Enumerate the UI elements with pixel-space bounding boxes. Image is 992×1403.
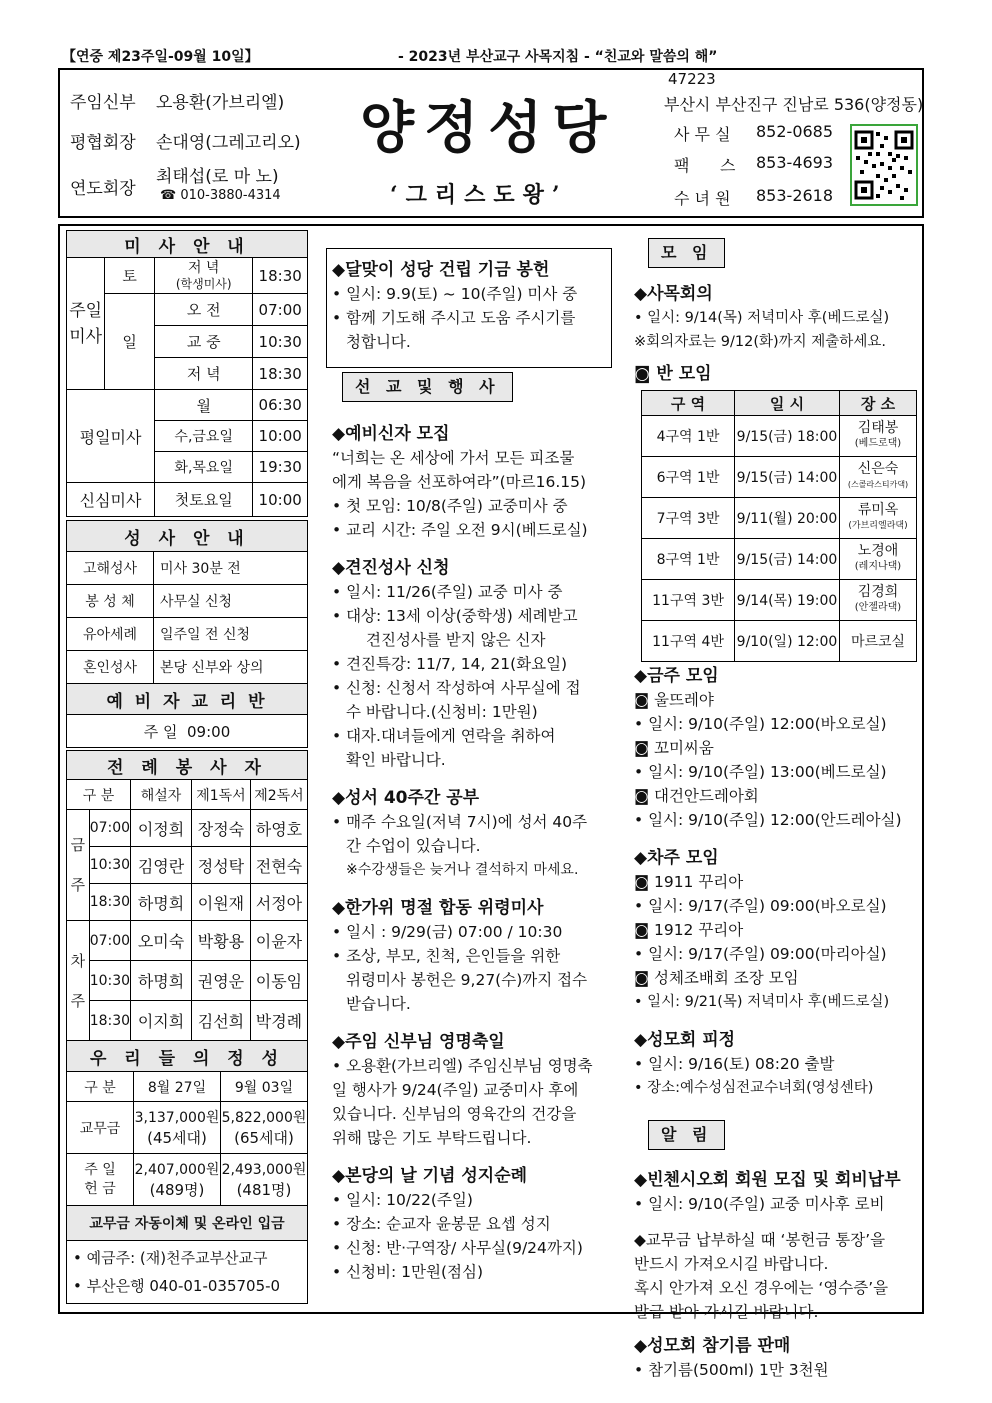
sun-eve: 저 녁 xyxy=(155,358,253,390)
liturgy-time: 18:30 xyxy=(89,884,130,921)
text-line: 받습니다. xyxy=(346,995,411,1013)
text-line: 위해 많은 기도 부탁드립니다. xyxy=(332,1129,532,1147)
commentator: 오미숙 xyxy=(131,921,192,961)
text-line: • 대상: 13세 이상(중학생) 세례받고 xyxy=(332,607,578,625)
sun-am: 오 전 xyxy=(155,294,253,326)
ban-district: 8구역 1반 xyxy=(642,539,735,580)
text-line: • 신청: 반·구역장/ 사무실(9/24까지) xyxy=(332,1239,583,1257)
sun-mid-time: 10:30 xyxy=(253,326,308,358)
group-detail: • 일시: 9/21(목) 저녁미사 후(베드로실) xyxy=(634,994,890,1010)
fax-phone: 853-4693 xyxy=(756,153,834,172)
sun-am-time: 07:00 xyxy=(253,294,308,326)
fund-line: • 함께 기도해 주시고 도움 주시기를 xyxy=(332,309,576,327)
monday: 월 xyxy=(155,390,253,421)
ban-place: 류미옥 (가브리엘라댁) xyxy=(840,498,917,539)
dues-value-2: 5,822,000원 (65세대) xyxy=(221,1102,308,1154)
address: 부산시 부산진구 진남로 536(양정동) xyxy=(664,95,924,114)
reader-1: 권영운 xyxy=(191,961,250,1001)
church-name: 양정성당 xyxy=(360,95,617,161)
issue-label: 【연중 제23주일-09월 10일】 xyxy=(62,49,259,65)
sacrament-key: 혼인성사 xyxy=(67,651,154,684)
text-line: • 일시: 9/16(토) 08:20 출발 xyxy=(634,1055,835,1073)
meeting-section-label: 모 임 xyxy=(634,238,918,268)
text-line: • 일시: 10/22(주일) xyxy=(332,1191,473,1209)
sunday-label: 일 xyxy=(105,294,155,390)
offering-date-2: 9월 03일 xyxy=(221,1072,308,1102)
text-line: • 일시: 9/10(주일) 교중 미사후 로비 xyxy=(634,1195,885,1213)
tue-thu-time: 19:30 xyxy=(253,452,308,483)
header-box xyxy=(58,68,924,218)
diocese-motto: - 2023년 부산교구 사목지침 - “친교와 말씀의 해” xyxy=(398,49,718,65)
devotion-mass-label: 신심미사 xyxy=(67,483,155,517)
text-line: • 매주 수요일(저녁 7시)에 성서 40주 xyxy=(332,813,588,831)
text-line: • 조상, 부모, 친척, 은인들을 위한 xyxy=(332,947,561,965)
sat-time: 18:30 xyxy=(253,258,308,294)
right-column-lower xyxy=(634,650,918,1382)
ban-datetime: 9/10(일) 12:00 xyxy=(735,621,840,662)
ban-district: 4구역 1반 xyxy=(642,416,735,457)
text-line: • 일시 : 9/29(금) 07:00 / 10:30 xyxy=(332,923,563,941)
text-line: 수 바랍니다.(신청비: 1만원) xyxy=(346,703,538,721)
text-line: 일 행사가 9/24(주일) 교중미사 후에 xyxy=(332,1081,579,1099)
ban-place: 노경애 (레지나댁) xyxy=(840,539,917,580)
ban-district: 11구역 3반 xyxy=(642,580,735,621)
priest-name: 오용환(가브리엘) xyxy=(156,93,285,113)
text-line: • 오용환(가브리엘) 주임신부님 영명축 xyxy=(332,1057,593,1075)
dues-value-1: 3,137,000원 (45세대) xyxy=(134,1102,221,1154)
youth-role: 연도회장 xyxy=(70,179,136,199)
sacrament-value: 미사 30분 전 xyxy=(154,552,308,585)
youth-name: 최태섭(로 마 노) xyxy=(156,167,279,187)
fund-title: ◆달맞이 성당 건립 기금 봉헌 xyxy=(332,260,550,280)
first-saturday: 첫토요일 xyxy=(155,483,253,517)
reader-2: 전현숙 xyxy=(250,847,307,884)
text-line: • 참기름(500ml) 1만 3천원 xyxy=(634,1361,829,1379)
qr-code-icon[interactable] xyxy=(850,124,918,206)
text-line: 있습니다. 신부님의 영육간의 건강을 xyxy=(332,1105,577,1123)
text-line: • 신청비: 1만원(점심) xyxy=(332,1263,483,1281)
liturgy-h-commentator: 해설자 xyxy=(131,780,192,810)
text-line: “너희는 온 세상에 가서 모든 피조물 xyxy=(332,449,575,467)
ban-datetime: 9/15(금) 18:00 xyxy=(735,416,840,457)
council-role: 평협회장 xyxy=(70,133,136,153)
mass-schedule-table xyxy=(66,230,308,517)
ban-datetime: 9/15(금) 14:00 xyxy=(735,457,840,498)
fund-line: • 일시: 9.9(토) ~ 10(주일) 미사 중 xyxy=(332,285,578,303)
memorial-mass-title: ◆한가위 명절 합동 위령미사 xyxy=(332,898,544,918)
commentator: 이지희 xyxy=(131,1001,192,1041)
weekday-mass-label: 평일미사 xyxy=(67,390,155,483)
commentator: 김영란 xyxy=(131,847,192,884)
sacrament-value: 사무실 신청 xyxy=(154,585,308,618)
text-line: 혹시 안가져 오신 경우에는 ‘영수증’을 xyxy=(634,1279,889,1297)
reader-1: 이원재 xyxy=(191,884,250,921)
sacrament-key: 봉 성 체 xyxy=(67,585,154,618)
collection-value-2: 2,493,000원 (481명) xyxy=(221,1154,308,1206)
text-line: 위령미사 봉헌은 9,27(수)까지 접수 xyxy=(346,971,588,989)
dues-label: 교무금 xyxy=(67,1102,134,1154)
liturgy-h-gubun: 구 분 xyxy=(67,780,131,810)
ban-datetime: 9/11(월) 20:00 xyxy=(735,498,840,539)
text-line: • 장소:예수성심전교수녀회(영성센타) xyxy=(634,1080,874,1096)
text-line: ◆교무금 납부하실 때 ‘봉헌금 통장’을 xyxy=(634,1231,886,1249)
reader-1: 박황용 xyxy=(191,921,250,961)
group-name: ◙ 대건안드레아회 xyxy=(634,787,759,805)
mass-title: 미 사 안 내 xyxy=(67,231,308,258)
liturgy-time: 18:30 xyxy=(89,1001,130,1041)
catechumen-recruit-title: ◆예비신자 모집 xyxy=(332,424,450,444)
text-line: 견진성사를 받지 않은 신자 xyxy=(366,631,546,649)
reader-2: 박경례 xyxy=(250,1001,307,1041)
text-line: • 신청: 신청서 작성하여 사무실에 접 xyxy=(332,679,581,697)
next-week-meetings-title: ◆차주 모임 xyxy=(634,848,719,868)
group-detail: • 일시: 9/10(주일) 12:00(안드레아실) xyxy=(634,811,902,829)
sunday-collection-label: 주 일 헌 금 xyxy=(67,1154,134,1206)
feast-day-title: ◆주임 신부님 영명축일 xyxy=(332,1032,505,1052)
text-line: ※수강생들은 늦거나 결석하지 마세요. xyxy=(346,862,579,878)
liturgy-time: 07:00 xyxy=(89,810,130,847)
liturgy-h-reading1: 제1독서 xyxy=(191,780,250,810)
offering-title: 우 리 들 의 정 성 xyxy=(67,1041,308,1072)
ban-place: 신은숙 (스콜라스티카댁) xyxy=(840,457,917,498)
group-detail: • 일시: 9/10(주일) 12:00(바오로실) xyxy=(634,715,887,733)
sun-mid: 교 중 xyxy=(155,326,253,358)
zip-code: 47223 xyxy=(668,70,716,88)
group-name: ◙ 성체조배회 조장 모임 xyxy=(634,969,799,987)
sacrament-value: 일주일 전 신청 xyxy=(154,618,308,651)
bible-study-title: ◆성서 40주간 공부 xyxy=(332,788,480,808)
reader-2: 이동임 xyxy=(250,961,307,1001)
sacraments-table xyxy=(66,520,308,748)
ban-h-place: 장 소 xyxy=(840,391,917,416)
text-line: • 교리 시간: 주일 오전 9시(베드로실) xyxy=(332,521,588,539)
offering-h-gubun: 구 분 xyxy=(67,1072,134,1102)
convent-phone: 853-2618 xyxy=(756,186,834,205)
convent-label: 수 녀 원 xyxy=(674,189,731,208)
ban-meeting-table xyxy=(641,390,917,662)
group-detail: • 일시: 9/10(주일) 13:00(베드로실) xyxy=(634,763,887,781)
fax-label: 팩 스 xyxy=(674,156,736,175)
ban-district: 11구역 4반 xyxy=(642,621,735,662)
saturday-label: 토 xyxy=(105,258,155,294)
group-detail: • 일시: 9/17(주일) 09:00(바오로실) xyxy=(634,897,887,915)
council-name: 손대영(그레고리오) xyxy=(156,133,301,153)
liturgy-time: 07:00 xyxy=(89,921,130,961)
group-name: ◙ 1911 꾸리아 xyxy=(634,873,744,891)
right-column xyxy=(634,238,918,386)
sacrament-key: 유아세례 xyxy=(67,618,154,651)
bank-account: • 부산은행 040-01-035705-0 xyxy=(73,1277,281,1295)
sesame-oil-title: ◆성모회 참기름 판매 xyxy=(634,1336,791,1356)
liturgy-time: 10:30 xyxy=(89,847,130,884)
first-saturday-time: 10:00 xyxy=(253,483,308,517)
text-line: 반드시 가져오시길 바랍니다. xyxy=(634,1255,829,1273)
pastoral-council-title: ◆사목회의 xyxy=(634,284,713,304)
this-week-label: 금주 xyxy=(67,810,90,921)
sun-eve-time: 18:30 xyxy=(253,358,308,390)
mission-section-label: 선 교 및 행 사 xyxy=(332,372,612,402)
text-line: • 대자.대녀들에게 연락을 취하여 xyxy=(332,727,556,745)
group-detail: • 일시: 9/17(주일) 09:00(마리아실) xyxy=(634,945,887,963)
priest-role: 주임신부 xyxy=(70,93,136,113)
wed-fri: 수,금요일 xyxy=(155,421,253,452)
fund-line: 청합니다. xyxy=(346,333,411,351)
bank-account-info xyxy=(67,1241,308,1304)
liturgy-time: 10:30 xyxy=(89,961,130,1001)
youth-phone: ☎ 010-3880-4314 xyxy=(160,188,281,203)
liturgy-table xyxy=(66,750,308,1041)
text-line: • 장소: 순교자 윤봉문 요셉 성지 xyxy=(332,1215,551,1233)
this-week-meetings-title: ◆금주 모임 xyxy=(634,666,719,686)
reader-1: 김선희 xyxy=(191,1001,250,1041)
text-line: 확인 바랍니다. xyxy=(346,751,446,769)
office-label: 사 무 실 xyxy=(674,125,731,144)
catechumen-time: 주 일 09:00 xyxy=(67,715,308,748)
tue-thu: 화,목요일 xyxy=(155,452,253,483)
text-line: 간 수업이 있습니다. xyxy=(346,837,481,855)
group-name: ◙ 꼬미씨움 xyxy=(634,739,714,757)
commentator: 이정희 xyxy=(131,810,192,847)
reader-1: 정성탁 xyxy=(191,847,250,884)
ban-place: 김태봉 (베드로댁) xyxy=(840,416,917,457)
notice-section-label: 알 림 xyxy=(634,1120,918,1150)
text-line: • 일시: 9/14(목) 저녁미사 후(베드로실) xyxy=(634,310,890,326)
office-phone: 852-0685 xyxy=(756,122,834,141)
reader-2: 하영호 xyxy=(250,810,307,847)
ban-place: 김경희 (안젤라댁) xyxy=(840,580,917,621)
pilgrimage-title: ◆본당의 날 기념 성지순례 xyxy=(332,1166,528,1186)
ban-datetime: 9/15(금) 14:00 xyxy=(735,539,840,580)
middle-column xyxy=(332,258,612,1284)
liturgy-title: 전 례 봉 사 자 xyxy=(67,751,308,780)
wed-fri-time: 10:00 xyxy=(253,421,308,452)
text-line: ※회의자료는 9/12(화)까지 제출하세요. xyxy=(634,334,886,350)
sunday-mass-label: 주일미사 xyxy=(67,258,105,390)
sacrament-key: 고해성사 xyxy=(67,552,154,585)
auto-transfer-title: 교무금 자동이체 및 온라인 입금 xyxy=(67,1206,308,1241)
monday-time: 06:30 xyxy=(253,390,308,421)
text-line: • 첫 모임: 10/8(주일) 교중미사 중 xyxy=(332,497,568,515)
text-line: • 견진특강: 11/7, 14, 21(화요일) xyxy=(332,655,568,673)
catechumen-title: 예 비 자 교 리 반 xyxy=(67,684,308,715)
commentator: 하명희 xyxy=(131,961,192,1001)
ban-datetime: 9/14(목) 19:00 xyxy=(735,580,840,621)
offering-table xyxy=(66,1040,308,1304)
collection-value-1: 2,407,000원 (489명) xyxy=(134,1154,221,1206)
ban-district: 6구역 1반 xyxy=(642,457,735,498)
ban-meeting-title: ◙ 반 모임 xyxy=(634,364,712,384)
next-week-label: 차주 xyxy=(67,921,90,1041)
sacraments-title: 성 사 안 내 xyxy=(67,521,308,552)
ban-h-district: 구 역 xyxy=(642,391,735,416)
sat-evening: 저 녁 (학생미사) xyxy=(155,258,253,294)
reader-2: 이윤자 xyxy=(250,921,307,961)
confirmation-title: ◆견진성사 신청 xyxy=(332,558,450,578)
text-line: 발급 받아 가시길 바랍니다. xyxy=(634,1303,819,1321)
ban-h-datetime: 일 시 xyxy=(735,391,840,416)
text-line: • 일시: 11/26(주일) 교중 미사 중 xyxy=(332,583,563,601)
patron-name: ‘그리스도왕’ xyxy=(390,182,568,208)
vincent-title: ◆빈첸시오회 회원 모집 및 회비납부 xyxy=(634,1170,901,1190)
commentator: 하명희 xyxy=(131,884,192,921)
text-line: 에게 복음을 선포하여라”(마르16.15) xyxy=(332,473,587,491)
group-name: ◙ 울뜨레야 xyxy=(634,691,714,709)
liturgy-h-reading2: 제2독서 xyxy=(250,780,307,810)
account-holder: • 예금주: (재)천주교부산교구 xyxy=(73,1249,268,1267)
sacrament-value: 본당 신부와 상의 xyxy=(154,651,308,684)
ban-district: 7구역 3반 xyxy=(642,498,735,539)
group-name: ◙ 1912 꾸리아 xyxy=(634,921,744,939)
ban-place: 마르코실 xyxy=(840,621,917,662)
offering-date-1: 8월 27일 xyxy=(134,1072,221,1102)
retreat-title: ◆성모회 피정 xyxy=(634,1030,736,1050)
reader-1: 장정숙 xyxy=(191,810,250,847)
reader-2: 서정아 xyxy=(250,884,307,921)
